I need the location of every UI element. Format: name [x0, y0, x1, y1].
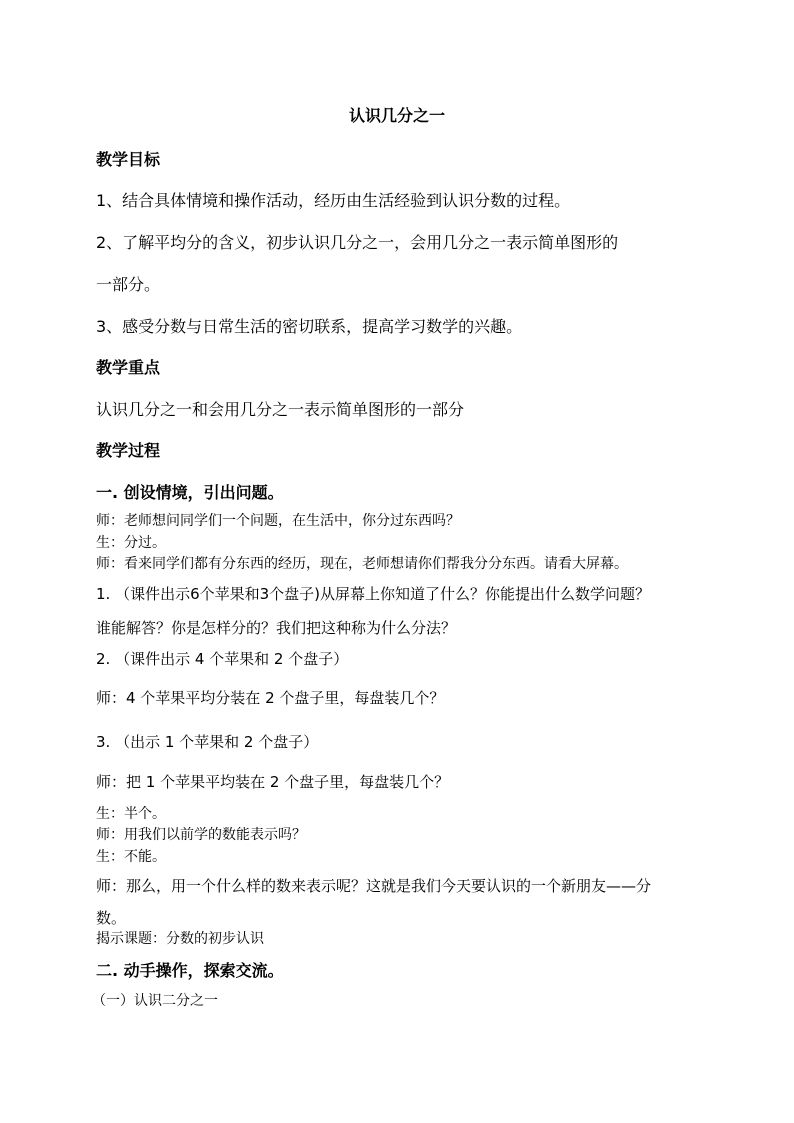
item-3: 3. （出示 1 个苹果和 2 个盘子）	[96, 733, 319, 751]
reveal-topic: 揭示课题：分数的初步认识	[96, 931, 264, 947]
dialogue-long-line-1: 师：那么，用一个什么样的数来表示呢？这就是我们今天要认识的一个新朋友——分	[96, 877, 652, 895]
item-1-line-2: 谁能解答？你是怎样分的？我们把这种称为什么分法？	[96, 619, 457, 637]
objective-2-line-2: 一部分。	[96, 275, 161, 294]
item-2-question: 师：4 个苹果平均分装在 2 个盘子里，每盘装几个？	[96, 689, 445, 707]
item-2: 2. （课件出示 4 个苹果和 2 个盘子）	[96, 650, 349, 668]
part-1-heading: 一. 创设情境，引出问题。	[96, 483, 284, 502]
dialogue-line: 师：看来同学们都有分东西的经历，现在，老师想请你们帮我分分东西。请看大屏幕。	[96, 556, 628, 572]
objective-3: 3、感受分数与日常生活的密切联系，提高学习数学的兴趣。	[96, 317, 523, 336]
part-2-subheading: （一）认识二分之一	[92, 993, 218, 1009]
dialogue-long-line-2: 数。	[96, 909, 127, 927]
objective-1: 1、结合具体情境和操作活动，经历由生活经验到认识分数的过程。	[96, 191, 571, 210]
dialogue-line: 师：老师想问同学们一个问题，在生活中，你分过东西吗？	[96, 513, 460, 529]
dialogue-line: 师：用我们以前学的数能表示吗？	[96, 827, 306, 843]
dialogue-line: 生：分过。	[96, 535, 166, 551]
item-3-question: 师：把 1 个苹果平均装在 2 个盘子里，每盘装几个？	[96, 773, 450, 791]
part-2-heading: 二. 动手操作，探索交流。	[96, 961, 284, 980]
item-1-line-1: 1. （课件出示6个苹果和3个盘子)从屏幕上你知道了什么？你能提出什么数学问题？	[96, 585, 651, 603]
objective-2-line-1: 2、了解平均分的含义，初步认识几分之一，会用几分之一表示简单图形的	[96, 233, 619, 252]
keypoints-heading: 教学重点	[96, 358, 161, 377]
dialogue-line: 生：半个。	[96, 806, 166, 822]
objectives-heading: 教学目标	[96, 150, 161, 169]
page-title: 认识几分之一	[348, 106, 445, 125]
dialogue-line: 生：不能。	[96, 849, 166, 865]
keypoints-text: 认识几分之一和会用几分之一表示简单图形的一部分	[96, 400, 465, 419]
process-heading: 教学过程	[96, 441, 161, 460]
